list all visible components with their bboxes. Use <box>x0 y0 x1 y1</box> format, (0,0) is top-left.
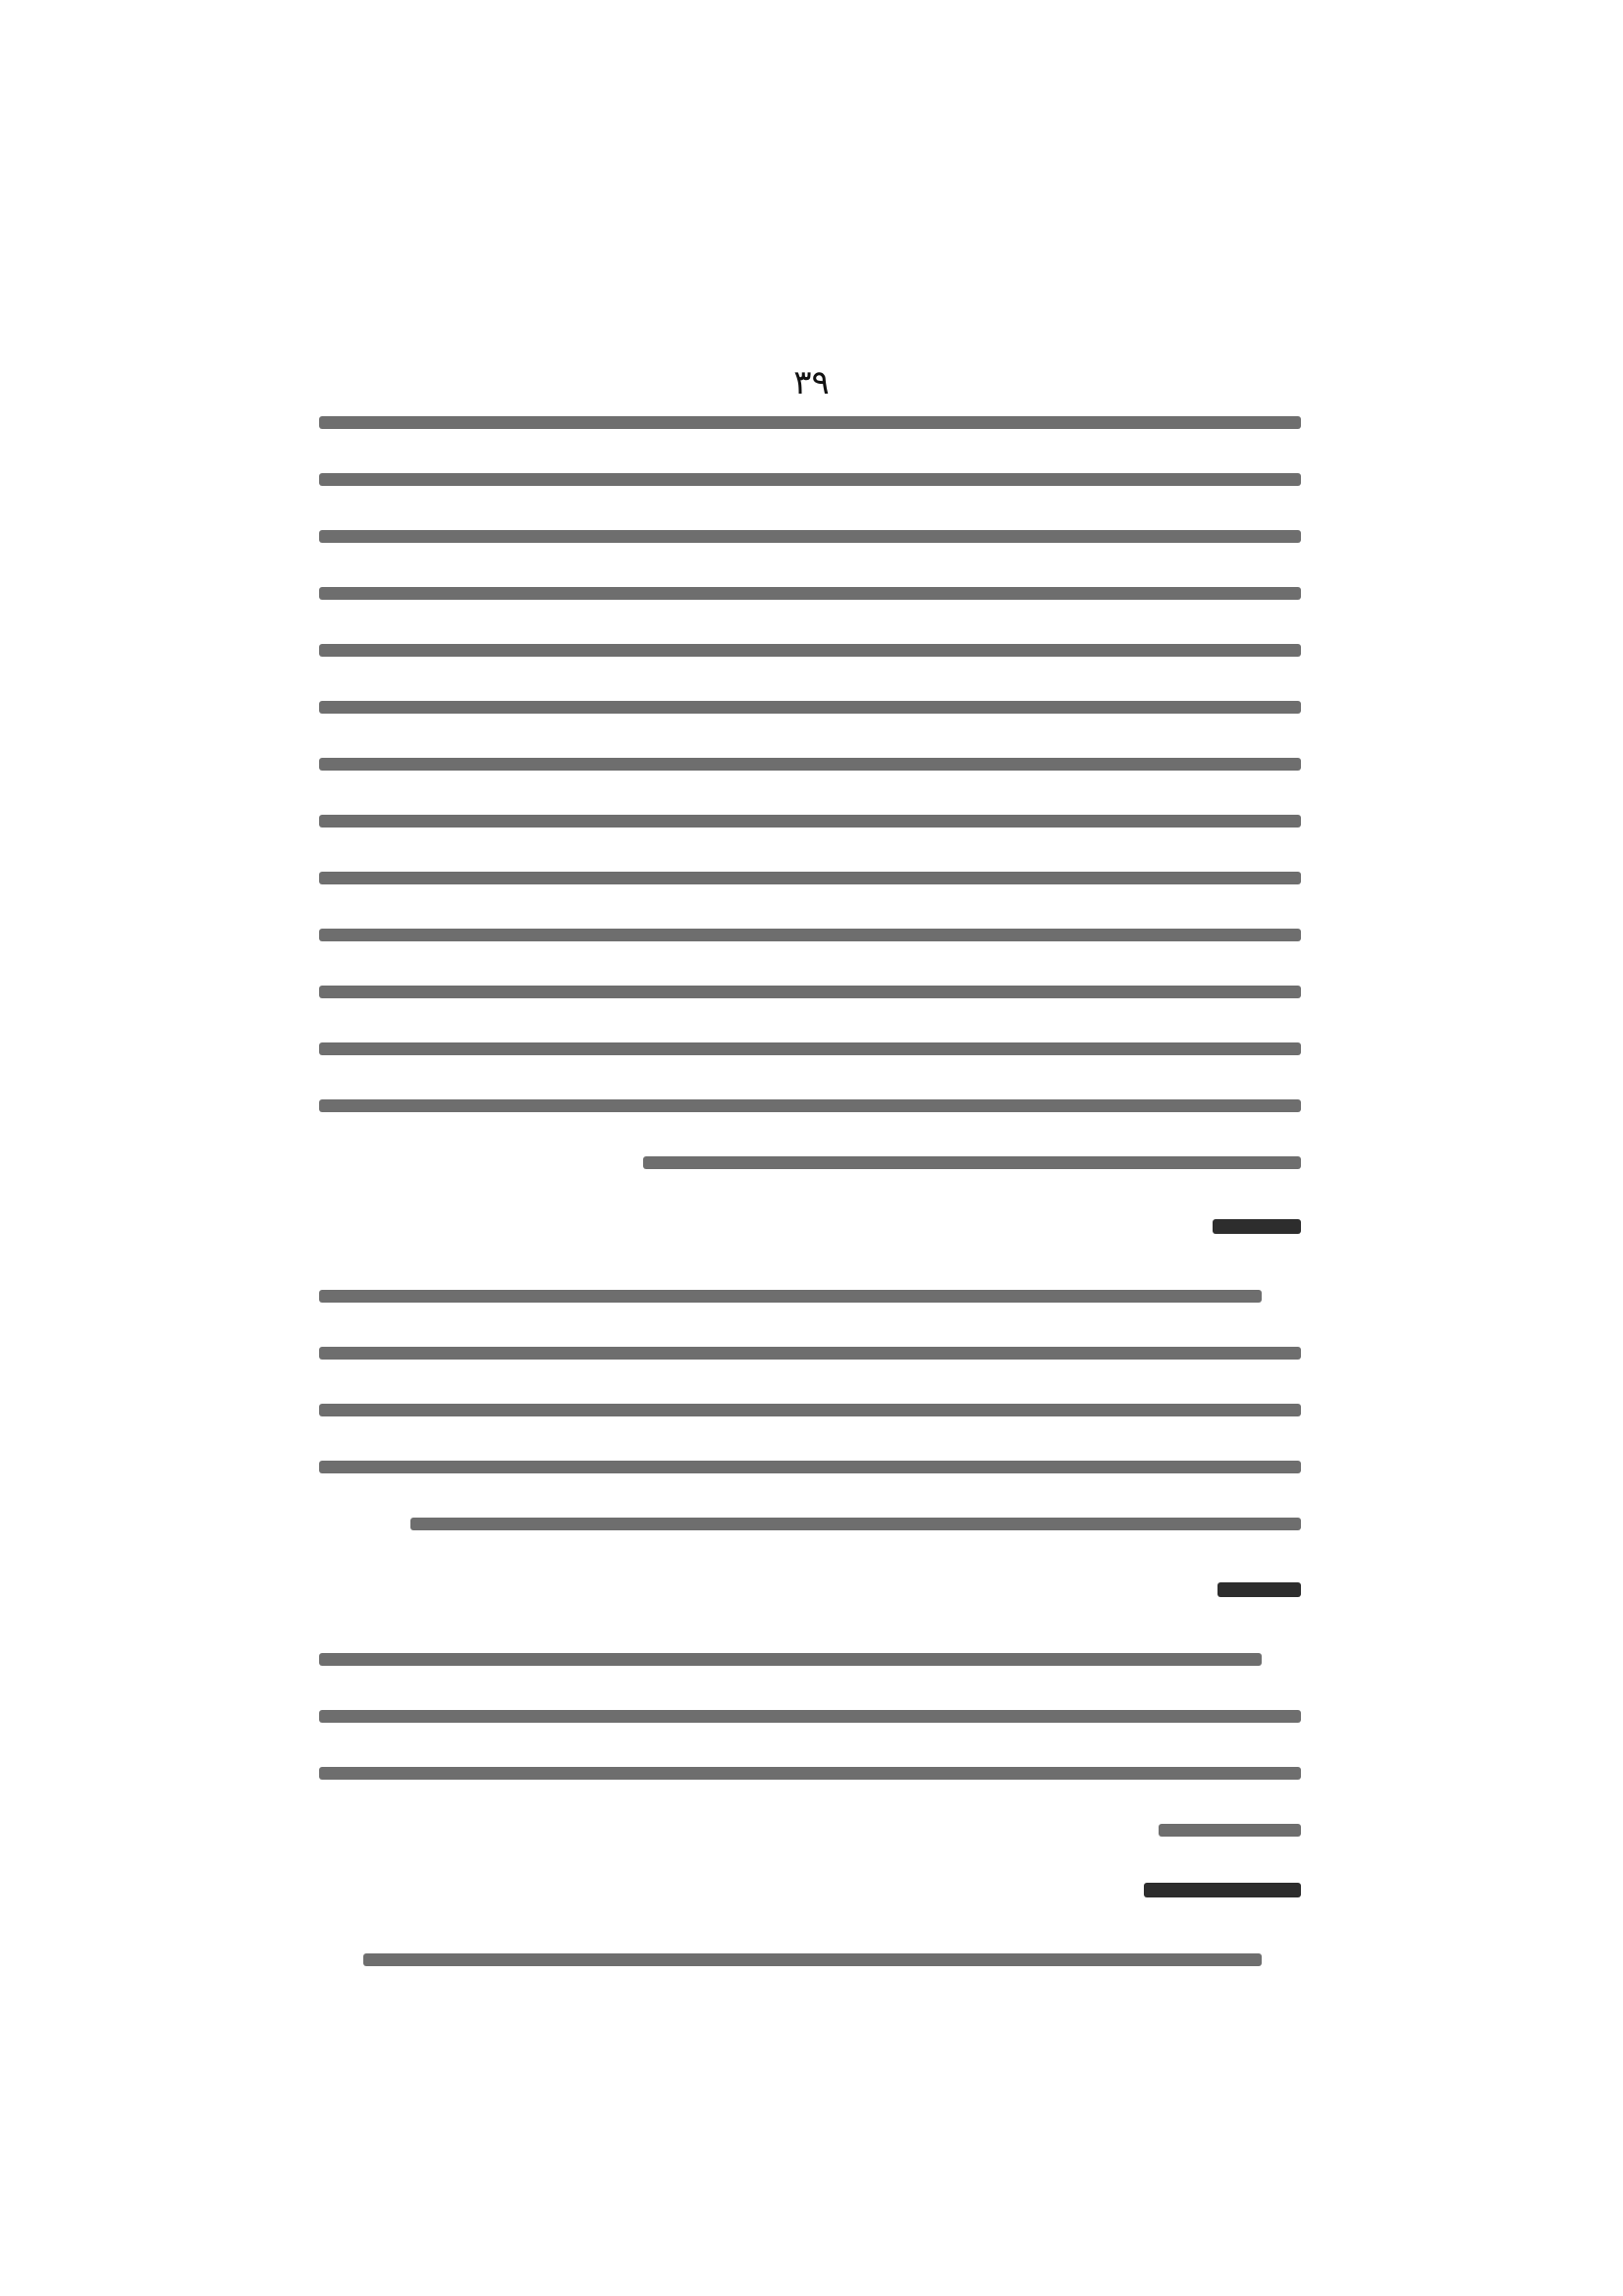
text-line <box>319 758 1301 771</box>
heading-line <box>1217 1582 1301 1597</box>
text-line <box>319 587 1301 600</box>
text-line <box>319 872 1301 884</box>
text-line <box>319 1653 1262 1666</box>
heading-line <box>1144 1883 1301 1897</box>
text-line <box>319 644 1301 657</box>
text-line <box>319 473 1301 486</box>
text-line <box>1159 1824 1301 1837</box>
text-line <box>319 815 1301 828</box>
text-line <box>643 1156 1301 1169</box>
text-line <box>319 1347 1301 1360</box>
text-line <box>319 1461 1301 1473</box>
text-line <box>363 1953 1262 1966</box>
text-line <box>319 1099 1301 1112</box>
text-line <box>319 1404 1301 1416</box>
text-line <box>319 701 1301 714</box>
text-line <box>319 530 1301 543</box>
text-line <box>319 416 1301 429</box>
text-line <box>319 1767 1301 1780</box>
text-line <box>319 1710 1301 1723</box>
text-line <box>410 1518 1301 1530</box>
heading-line <box>1213 1219 1301 1234</box>
page-number: ٣٩ <box>793 363 830 402</box>
text-line <box>319 929 1301 941</box>
text-line <box>319 986 1301 998</box>
text-line <box>319 1290 1262 1303</box>
text-line <box>319 1042 1301 1055</box>
